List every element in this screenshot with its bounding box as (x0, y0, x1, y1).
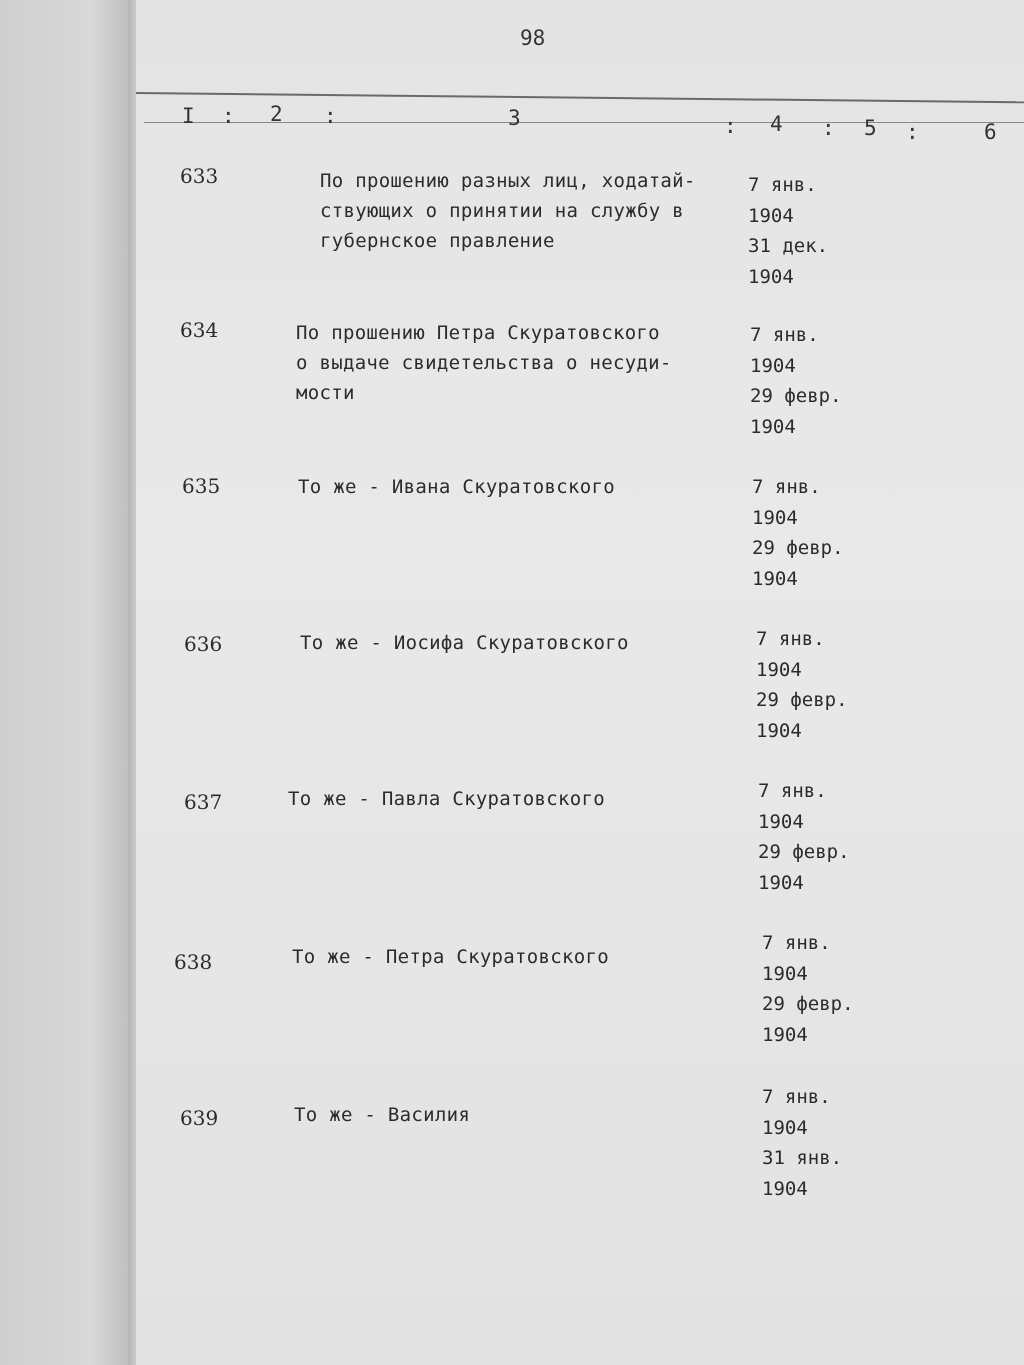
column-separator: : (822, 116, 835, 140)
column-header-4: 4 (770, 112, 783, 136)
entry-description (292, 942, 712, 972)
column-separator: : (724, 114, 737, 138)
description-line: По прошению разных лиц, ходатай- (320, 170, 696, 192)
entry-number: 634 (180, 318, 219, 342)
column-header-1: I (182, 104, 195, 128)
facing-page (0, 0, 132, 1365)
end-year: 1904 (750, 415, 796, 438)
end-date: 31 дек. (748, 235, 829, 257)
column-separator: : (906, 120, 919, 144)
page-number: 98 (520, 26, 546, 50)
description-line: То же - Павла Скуратовского (288, 788, 605, 810)
end-year: 1904 (748, 265, 794, 288)
end-year: 1904 (752, 567, 798, 590)
start-date: 7 янв. (762, 932, 831, 954)
description-line: о выдаче свидетельства о несуди- (296, 352, 672, 374)
start-year: 1904 (762, 962, 808, 985)
entry-dates (758, 776, 850, 898)
end-date: 29 февр. (758, 841, 850, 863)
entry-description (298, 472, 718, 502)
entry-number: 639 (180, 1106, 219, 1130)
description-line: По прошению Петра Скуратовского (296, 322, 660, 344)
start-year: 1904 (748, 204, 794, 227)
entry-description (296, 318, 716, 408)
column-header-6: 6 (984, 120, 997, 144)
entry-description (320, 166, 740, 256)
end-date: 29 февр. (762, 993, 854, 1015)
entry-number: 633 (180, 164, 219, 188)
description-line: ствующих о принятии на службу в (320, 200, 684, 222)
entry-dates (762, 928, 854, 1050)
start-date: 7 янв. (750, 324, 819, 346)
column-header-2: 2 (270, 102, 283, 126)
end-date: 29 февр. (750, 385, 842, 407)
end-year: 1904 (756, 719, 802, 742)
start-year: 1904 (758, 810, 804, 833)
description-line: То же - Василия (294, 1104, 471, 1126)
entry-dates (756, 624, 848, 746)
entry-dates (748, 170, 828, 292)
document-page (136, 0, 1024, 1365)
end-year: 1904 (762, 1177, 808, 1200)
entry-dates (752, 472, 844, 594)
end-date: 31 янв. (762, 1147, 843, 1169)
start-year: 1904 (752, 506, 798, 529)
description-line: губернское правление (320, 230, 555, 252)
end-date: 29 февр. (752, 537, 844, 559)
description-line: То же - Иосифа Скуратовского (300, 632, 629, 654)
start-year: 1904 (750, 354, 796, 377)
entry-number: 637 (184, 790, 223, 814)
description-line: мости (296, 382, 355, 404)
entry-number: 638 (174, 950, 213, 974)
description-line: То же - Петра Скуратовского (292, 946, 609, 968)
column-separator: : (222, 104, 235, 128)
entry-dates (762, 1082, 842, 1204)
entry-dates (750, 320, 842, 442)
start-date: 7 янв. (756, 628, 825, 650)
end-date: 29 февр. (756, 689, 848, 711)
start-date: 7 янв. (748, 174, 817, 196)
entry-number: 636 (184, 632, 223, 656)
start-date: 7 янв. (752, 476, 821, 498)
entry-description (288, 784, 708, 814)
entry-description (300, 628, 720, 658)
column-separator: : (324, 104, 337, 128)
column-header-5: 5 (864, 116, 877, 140)
description-line: То же - Ивана Скуратовского (298, 476, 615, 498)
end-year: 1904 (758, 871, 804, 894)
start-date: 7 янв. (758, 780, 827, 802)
end-year: 1904 (762, 1023, 808, 1046)
start-year: 1904 (762, 1116, 808, 1139)
entry-description (294, 1100, 714, 1130)
column-header-3: 3 (508, 106, 521, 130)
start-date: 7 янв. (762, 1086, 831, 1108)
start-year: 1904 (756, 658, 802, 681)
entry-number: 635 (182, 474, 221, 498)
